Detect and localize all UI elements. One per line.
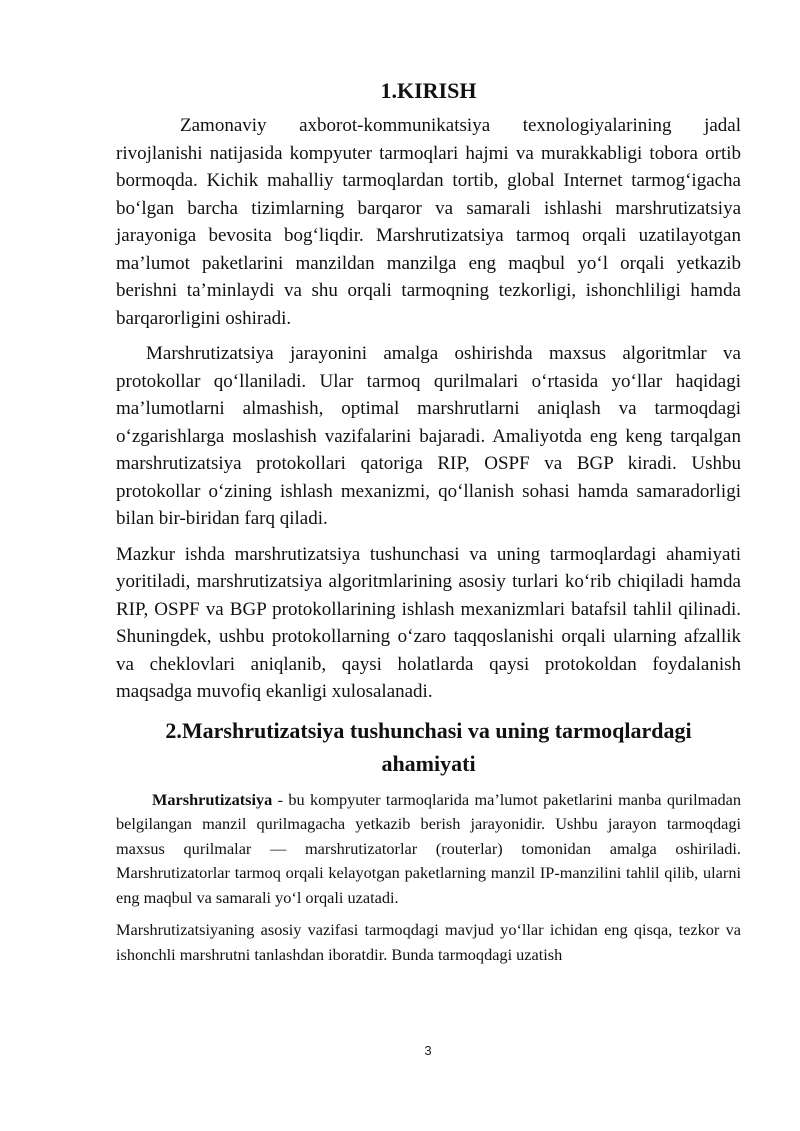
page-number: 3 xyxy=(424,1043,432,1058)
definition-paragraph xyxy=(116,788,741,911)
intro-paragraph-1: Zamonaviy axborot-kommunikatsiya texnologiyalarining jadal rivojlanishi natijasida kompyuter tarmoqlari hajmi va murakkabligi tobora ortib bormoqda. Kichik mahalliy tarmoqlardan tortib, global Internet tarmog‘igacha bo‘lgan barcha tizimlarning barqaror va samarali ishlashi marshrutizatsiya jarayoniga bevosita bog‘liqdir. Marshrutizatsiya tarmoq orqali uzatilayotgan ma’lumot paketlarini manzildan manzilga eng maqbul yo‘l orqali yetkazib berishni ta’minlaydi va shu orqali tarmoqning tezkorligi, ishonchliligi hamda barqarorligini oshiradi. xyxy=(116,115,741,329)
intro-paragraph-2: Marshrutizatsiya jarayonini amalga oshirishda maxsus algoritmlar va protokollar qo‘llaniladi. Ular tarmoq qurilmalari o‘rtasida yo‘llar haqidagi ma’lumotlarni almashish, optimal marshrutlarni aniqlash va tarmoqdagi o‘zgarishlarga moslashish vazifalarini bajaradi. Amaliyotda eng keng tarqalgan marshrutizatsiya protokollari qatoriga RIP, OSPF va BGP kiradi. Ushbu protokollar o‘zining ishlash mexanizmi, qo‘llanish sohasi hamda samaradorligi bilan bir-biridan farq qiladi. xyxy=(116,343,741,529)
document-page xyxy=(116,76,741,975)
routing-task-paragraph: Marshrutizatsiyaning asosiy vazifasi tarmoqdagi mavjud yo‘llar ichidan eng qisqa, tezkor va ishonchli marshrutni tanlashdan iboratdir. Bunda tarmoqdagi uzatish xyxy=(116,920,741,964)
section-title-intro: 1.KIRISH xyxy=(380,78,477,103)
section-title-routing-concept: 2.Marshrutizatsiya tushunchasi va uning tarmoqlardagi ahamiyati xyxy=(165,717,692,776)
definition-term: Marshrutizatsiya xyxy=(152,789,273,809)
intro-paragraph-3: Mazkur ishda marshrutizatsiya tushunchasi va uning tarmoqlardagi ahamiyati yoritiladi, marshrutizatsiya algoritmlarining asosiy turlari ko‘rib chiqiladi hamda RIP, OSPF va BGP protokollarining ishlash mexanizmlari batafsil tahlil qilinadi. Shuningdek, ushbu protokollarning o‘zaro taqqoslanishi orqali ularning afzallik va cheklovlari aniqlanib, qaysi holatlarda qaysi protokoldan foydalanish maqsadga muvofiq ekanligi xulosalanadi. xyxy=(116,543,741,702)
definition-text: - bu kompyuter tarmoqlarida ma’lumot paketlarini manba qurilmadan belgilangan manzil qurilmagacha yetkazib berish jarayonidir. Ushbu jarayon tarmoqdagi maxsus qurilmalar — marshrutizatorlar (routerlar) tomonidan amalga oshiriladi. Marshrutizatorlar tarmoq orqali kelayotgan paketlarning manzil IP-manzilini tahlil qilib, ularni eng maqbul va samarali yo‘l orqali uzatadi. xyxy=(116,789,741,907)
